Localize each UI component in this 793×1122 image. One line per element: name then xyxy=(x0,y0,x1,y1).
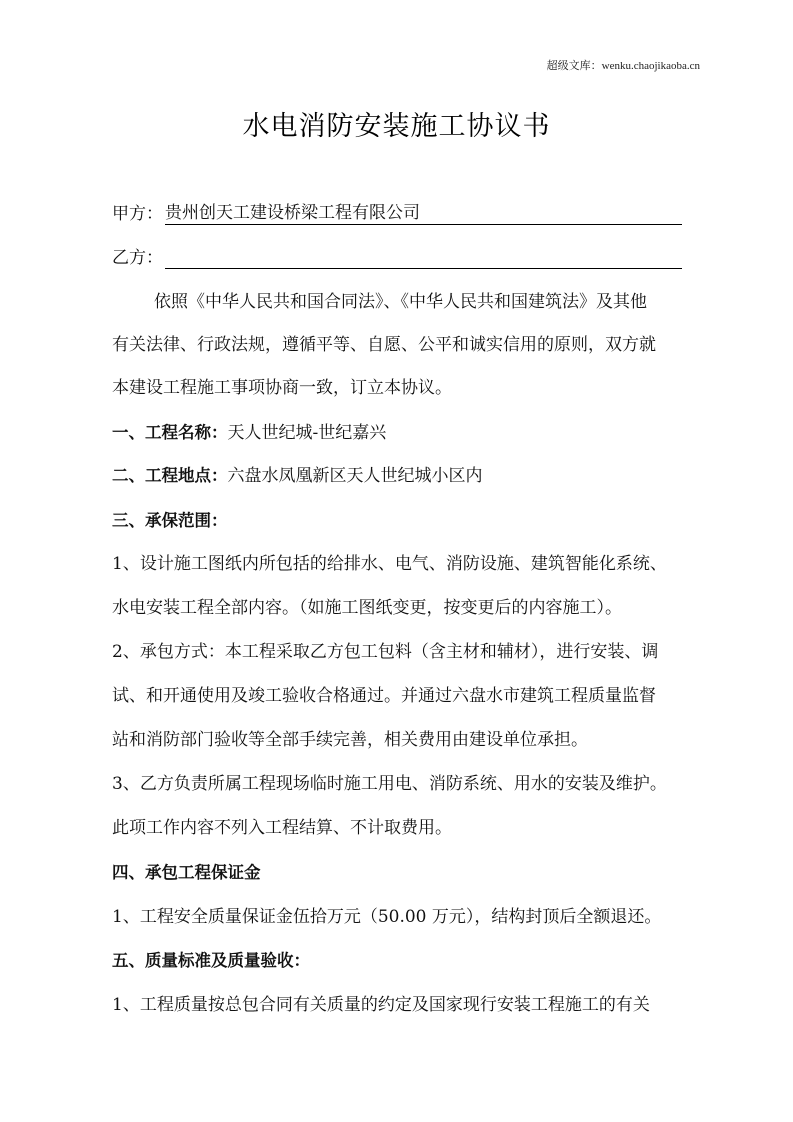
party-b-field[interactable] xyxy=(165,246,682,269)
section-2-heading: 二、工程地点： xyxy=(112,466,228,485)
party-b-label: 乙方： xyxy=(112,248,163,268)
section-5-line: 1、工程质量按总包合同有关质量的约定及国家现行安装工程施工的有关 xyxy=(112,995,650,1015)
party-a-value: 贵州创天工建设桥梁工程有限公司 xyxy=(165,203,420,223)
section-3-line: 水电安装工程全部内容。（如施工图纸变更，按变更后的内容施工）。 xyxy=(112,598,622,618)
section-5-heading: 五、质量标准及质量验收： xyxy=(112,951,310,970)
party-a-field[interactable] xyxy=(165,202,682,225)
preamble-line-2: 有关法律、行政法规，遵循平等、自愿、公平和诚实信用的原则，双方就 xyxy=(112,335,656,355)
section-2 xyxy=(112,465,483,487)
document-title: 水电消防安装施工协议书 xyxy=(242,111,551,142)
section-4-heading: 四、承包工程保证金 xyxy=(112,863,261,882)
section-3-line: 站和消防部门验收等全部手续完善，相关费用由建设单位承担。 xyxy=(112,730,588,750)
section-3-line: 2、承包方式：本工程采取乙方包工包料（含主材和辅材），进行安装、调 xyxy=(112,642,659,662)
section-4-line: 1、工程安全质量保证金伍拾万元（50.00 万元），结构封顶后全额退还。 xyxy=(112,907,662,927)
section-1 xyxy=(112,422,386,444)
party-a-line xyxy=(112,202,682,225)
section-3-line: 3、乙方负责所属工程现场临时施工用电、消防系统、用水的安装及维护。 xyxy=(112,774,667,794)
section-2-value: 六盘水凤凰新区天人世纪城小区内 xyxy=(227,466,483,486)
party-a-label: 甲方： xyxy=(112,204,163,224)
section-1-heading: 一、工程名称： xyxy=(112,423,228,442)
preamble-line-1: 依照《中华人民共和国合同法》、《中华人民共和国建筑法》及其他 xyxy=(154,292,647,312)
party-b-line xyxy=(112,246,682,269)
section-3-heading: 三、承保范围： xyxy=(112,511,228,530)
section-3-line: 此项工作内容不列入工程结算、不计取费用。 xyxy=(112,818,452,838)
preamble-line-3: 本建设工程施工事项协商一致，订立本协议。 xyxy=(112,378,452,398)
section-3-line: 1、设计施工图纸内所包括的给排水、电气、消防设施、建筑智能化系统、 xyxy=(112,554,667,574)
section-3-line: 试、和开通使用及竣工验收合格通过。并通过六盘水市建筑工程质量监督 xyxy=(112,686,656,706)
header-source-note: 超级文库：wenku.chaojikaoba.cn xyxy=(546,60,700,72)
section-1-value: 天人世纪城-世纪嘉兴 xyxy=(227,423,387,443)
